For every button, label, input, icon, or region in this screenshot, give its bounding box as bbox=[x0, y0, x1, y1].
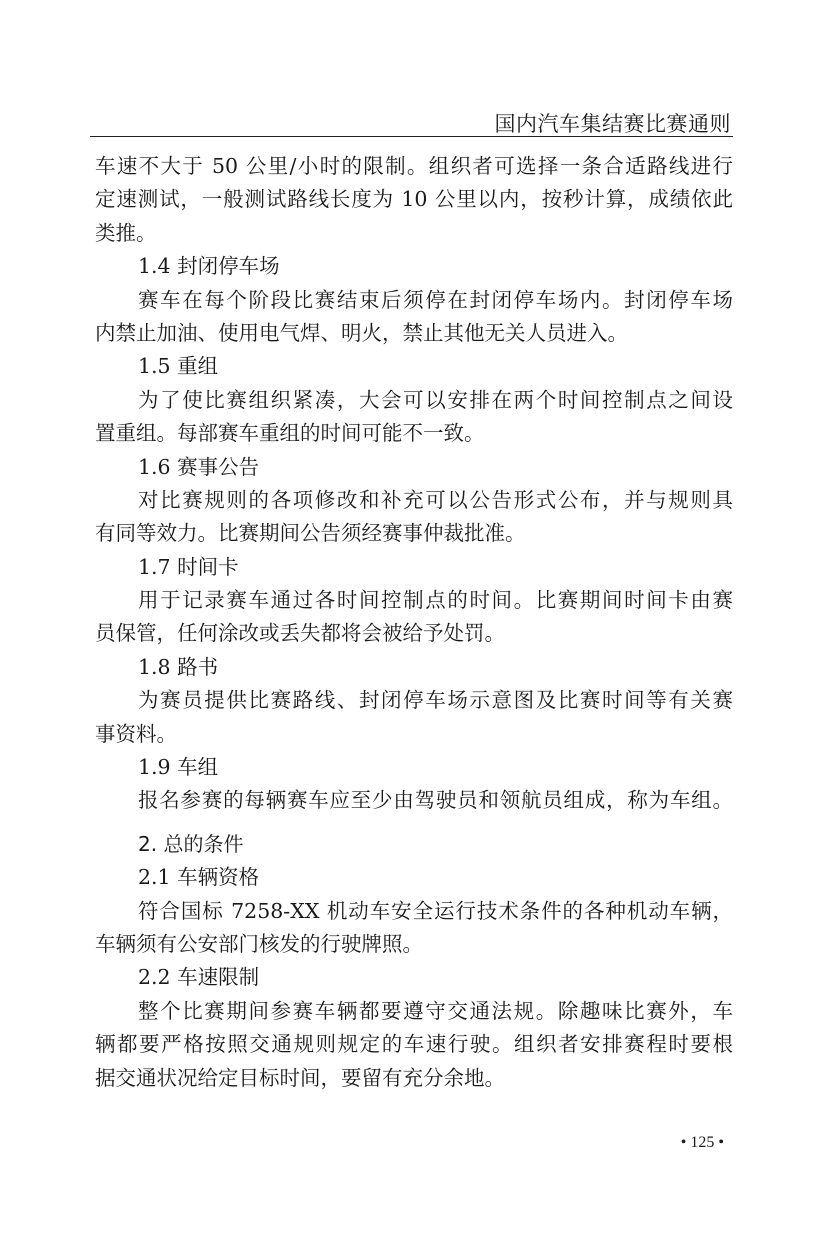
running-header-title: 国内汽车集结赛比赛通则 bbox=[494, 112, 731, 136]
paragraph-line: 为赛员提供比赛路线、封闭停车场示意图及比赛时间等有关赛 bbox=[138, 688, 733, 713]
paragraph-line: 报名参赛的每辆赛车应至少由驾驶员和领航员组成，称为车组。 bbox=[138, 788, 733, 813]
page-number: • 125 • bbox=[680, 1134, 724, 1151]
subsection-heading: 1.4 封闭停车场 bbox=[138, 254, 280, 279]
paragraph-line: 符合国标 7258-XX 机动车安全运行技术条件的各种机动车辆， bbox=[138, 898, 733, 923]
page-body bbox=[95, 150, 733, 1095]
paragraph-line: 用于记录赛车通过各时间控制点的时间。比赛期间时间卡由赛 bbox=[138, 588, 733, 613]
paragraph-line: 辆都要严格按照交通规则规定的车速行驶。组织者安排赛程时要根 bbox=[95, 1032, 733, 1057]
paragraph-line: 事资料。 bbox=[95, 721, 177, 746]
paragraph-line: 据交通状况给定目标时间，要留有充分余地。 bbox=[95, 1065, 505, 1090]
subsection-heading: 1.9 车组 bbox=[138, 755, 219, 780]
paragraph-line: 对比赛规则的各项修改和补充可以公告形式公布，并与规则具 bbox=[138, 487, 733, 512]
subsection-heading: 2.1 车辆资格 bbox=[138, 865, 260, 890]
paragraph-line: 有同等效力。比赛期间公告须经赛事仲裁批准。 bbox=[95, 521, 526, 546]
subsection-heading: 1.5 重组 bbox=[138, 354, 219, 379]
paragraph-line: 内禁止加油、使用电气焊、明火，禁止其他无关人员进入。 bbox=[95, 320, 628, 345]
paragraph-line: 整个比赛期间参赛车辆都要遵守交通法规。除趣味比赛外，车 bbox=[138, 998, 733, 1023]
paragraph-line: 赛车在每个阶段比赛结束后须停在封闭停车场内。封闭停车场 bbox=[138, 287, 733, 312]
paragraph-line: 为了使比赛组织紧凑，大会可以安排在两个时间控制点之间设 bbox=[138, 387, 733, 412]
section-heading: 2. 总的条件 bbox=[138, 831, 244, 856]
paragraph-line: 车速不大于 50 公里/小时的限制。组织者可选择一条合适路线进行 bbox=[95, 154, 733, 178]
subsection-heading: 1.8 路书 bbox=[138, 654, 219, 679]
paragraph-line: 定速测试，一般测试路线长度为 10 公里以内，按秒计算，成绩依此 bbox=[95, 187, 733, 212]
paragraph-line: 类推。 bbox=[95, 220, 157, 245]
running-header bbox=[90, 104, 733, 137]
paragraph-line: 车辆须有公安部门核发的行驶牌照。 bbox=[95, 931, 423, 956]
subsection-heading: 1.7 时间卡 bbox=[138, 554, 239, 579]
paragraph-line: 员保管，任何涂改或丢失都将会被给予处罚。 bbox=[95, 621, 505, 646]
paragraph-line: 置重组。每部赛车重组的时间可能不一致。 bbox=[95, 421, 485, 446]
subsection-heading: 1.6 赛事公告 bbox=[138, 454, 260, 479]
subsection-heading: 2.2 车速限制 bbox=[138, 965, 260, 990]
